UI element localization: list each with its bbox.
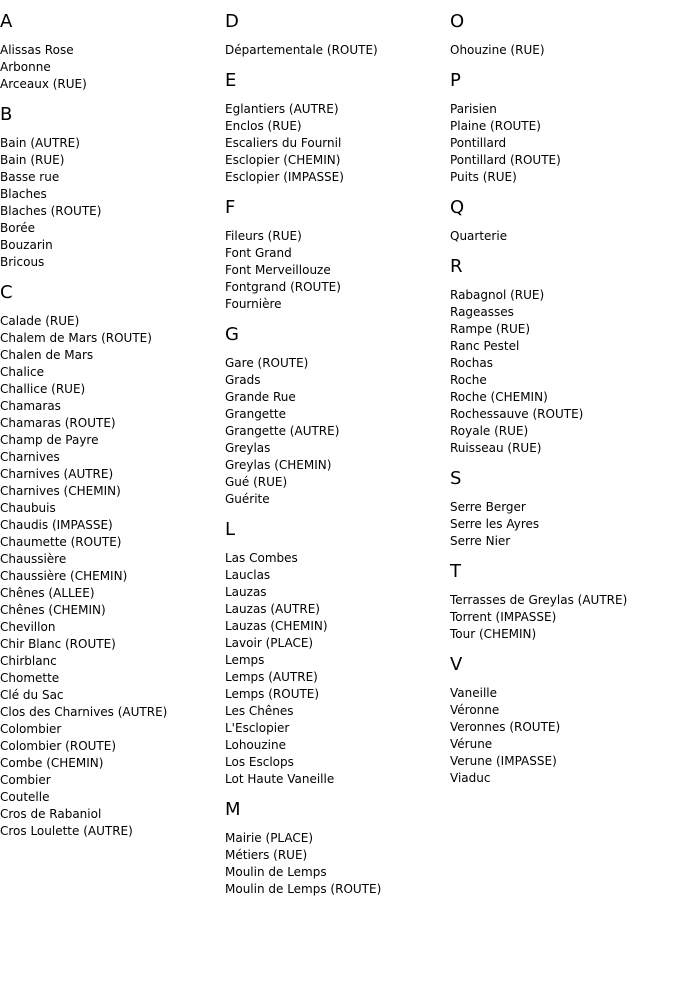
- street-link[interactable]: Basse rue: [0, 170, 60, 184]
- street-link[interactable]: Greylas (CHEMIN): [225, 458, 332, 472]
- letter-section-t: [450, 560, 675, 643]
- street-link[interactable]: Pontillard: [450, 136, 507, 150]
- letter-section-m: [225, 798, 450, 898]
- street-link[interactable]: Lemps: [225, 653, 265, 667]
- street-link[interactable]: Colombier (ROUTE): [0, 739, 117, 753]
- street-link[interactable]: L'Esclopier: [225, 721, 290, 735]
- street-list: [450, 101, 675, 186]
- street-link[interactable]: Blaches: [0, 187, 47, 201]
- street-link[interactable]: Fileurs (RUE): [225, 229, 302, 243]
- street-link[interactable]: Chaussière: [0, 552, 67, 566]
- street-link[interactable]: Terrasses de Greylas (AUTRE): [450, 593, 628, 607]
- street-link[interactable]: Ranc Pestel: [450, 339, 520, 353]
- street-link[interactable]: Moulin de Lemps (ROUTE): [225, 882, 382, 896]
- section-letter-heading: T: [450, 561, 461, 582]
- street-list: [225, 101, 450, 186]
- street-link[interactable]: Coutelle: [0, 790, 50, 804]
- street-link[interactable]: Veronnes (ROUTE): [450, 720, 561, 734]
- street-link[interactable]: Charnives (AUTRE): [0, 467, 114, 481]
- street-link[interactable]: Arbonne: [0, 60, 51, 74]
- street-link[interactable]: Chamaras: [0, 399, 61, 413]
- street-link[interactable]: Plaine (ROUTE): [450, 119, 541, 133]
- section-letter-heading: D: [225, 11, 239, 32]
- street-link[interactable]: Grangette: [225, 407, 286, 421]
- street-list: [450, 499, 675, 550]
- street-link[interactable]: Torrent (IMPASSE): [450, 610, 557, 624]
- street-link[interactable]: Colombier: [0, 722, 62, 736]
- street-link[interactable]: Chomette: [0, 671, 60, 685]
- street-link[interactable]: Combier: [0, 773, 51, 787]
- street-link[interactable]: Gare (ROUTE): [225, 356, 309, 370]
- street-link[interactable]: Rampe (RUE): [450, 322, 530, 336]
- street-list: [0, 135, 225, 271]
- letter-section-c: [0, 281, 225, 840]
- street-link[interactable]: Fontgrand (ROUTE): [225, 280, 341, 294]
- section-letter-heading: A: [0, 11, 13, 32]
- street-link[interactable]: Lemps (ROUTE): [225, 687, 320, 701]
- street-link[interactable]: Calade (RUE): [0, 314, 80, 328]
- street-link[interactable]: Mairie (PLACE): [225, 831, 314, 845]
- street-link[interactable]: Alissas Rose: [0, 43, 74, 57]
- street-link[interactable]: Chaussière (CHEMIN): [0, 569, 128, 583]
- street-link[interactable]: Eglantiers (AUTRE): [225, 102, 339, 116]
- street-link[interactable]: Rabagnol (RUE): [450, 288, 545, 302]
- letter-section-d: [225, 10, 450, 59]
- street-link[interactable]: Grangette (AUTRE): [225, 424, 340, 438]
- street-link[interactable]: Ruisseau (RUE): [450, 441, 542, 455]
- street-link[interactable]: Bricous: [0, 255, 45, 269]
- street-link[interactable]: Royale (RUE): [450, 424, 529, 438]
- street-link[interactable]: Chalice: [0, 365, 44, 379]
- street-link[interactable]: Clé du Sac: [0, 688, 64, 702]
- directory-column: [450, 10, 675, 797]
- street-list: [0, 313, 225, 840]
- street-link[interactable]: Charnives (CHEMIN): [0, 484, 121, 498]
- street-link[interactable]: Rochessauve (ROUTE): [450, 407, 584, 421]
- street-link[interactable]: Esclopier (IMPASSE): [225, 170, 344, 184]
- street-link[interactable]: Lauzas (CHEMIN): [225, 619, 328, 633]
- letter-section-r: [450, 255, 675, 457]
- street-link[interactable]: Puits (RUE): [450, 170, 517, 184]
- street-link[interactable]: Viaduc: [450, 771, 491, 785]
- street-link[interactable]: Pontillard (ROUTE): [450, 153, 561, 167]
- street-link[interactable]: Guérite: [225, 492, 270, 506]
- street-link[interactable]: Challice (RUE): [0, 382, 86, 396]
- street-link[interactable]: Parisien: [450, 102, 497, 116]
- street-link[interactable]: Bain (AUTRE): [0, 136, 80, 150]
- street-list: [450, 685, 675, 787]
- street-link[interactable]: Les Chênes: [225, 704, 294, 718]
- street-link[interactable]: Serre les Ayres: [450, 517, 540, 531]
- section-letter-heading: E: [225, 70, 237, 91]
- street-list: [450, 592, 675, 643]
- street-link[interactable]: Bain (RUE): [0, 153, 65, 167]
- street-link[interactable]: Roche (CHEMIN): [450, 390, 548, 404]
- street-list: [225, 228, 450, 313]
- street-link[interactable]: Fournière: [225, 297, 282, 311]
- street-link[interactable]: Chir Blanc (ROUTE): [0, 637, 116, 651]
- street-link[interactable]: Lauzas (AUTRE): [225, 602, 320, 616]
- street-link[interactable]: Chamaras (ROUTE): [0, 416, 116, 430]
- street-link[interactable]: Ohouzine (RUE): [450, 43, 545, 57]
- section-letter-heading: M: [225, 799, 241, 820]
- street-link[interactable]: Chaudis (IMPASSE): [0, 518, 113, 532]
- street-link[interactable]: Vaneille: [450, 686, 498, 700]
- letter-section-a: [0, 10, 225, 93]
- letter-section-o: [450, 10, 675, 59]
- section-letter-heading: S: [450, 468, 462, 489]
- section-letter-heading: R: [450, 256, 463, 277]
- street-link[interactable]: Las Combes: [225, 551, 298, 565]
- street-link[interactable]: Vérune: [450, 737, 493, 751]
- street-link[interactable]: Moulin de Lemps: [225, 865, 327, 879]
- letter-section-b: [0, 103, 225, 271]
- street-link[interactable]: Combe (CHEMIN): [0, 756, 104, 770]
- street-link[interactable]: Chênes (ALLEE): [0, 586, 95, 600]
- street-link[interactable]: Lavoir (PLACE): [225, 636, 314, 650]
- street-link[interactable]: Font Grand: [225, 246, 292, 260]
- letter-section-e: [225, 69, 450, 186]
- street-list: [225, 355, 450, 508]
- street-link[interactable]: Greylas: [225, 441, 271, 455]
- street-link[interactable]: Lemps (AUTRE): [225, 670, 318, 684]
- section-letter-heading: L: [225, 519, 236, 540]
- street-link[interactable]: Lot Haute Vaneille: [225, 772, 335, 786]
- street-link[interactable]: Clos des Charnives (AUTRE): [0, 705, 168, 719]
- letter-section-l: [225, 518, 450, 788]
- street-link[interactable]: Chevillon: [0, 620, 56, 634]
- letter-section-f: [225, 196, 450, 313]
- street-link[interactable]: Lohouzine: [225, 738, 286, 752]
- street-link[interactable]: Serre Nier: [450, 534, 511, 548]
- street-list: [0, 42, 225, 93]
- section-letter-heading: Q: [450, 197, 465, 218]
- street-link[interactable]: Lauzas: [225, 585, 267, 599]
- street-link[interactable]: Grads: [225, 373, 261, 387]
- letter-section-g: [225, 323, 450, 508]
- section-letter-heading: C: [0, 282, 13, 303]
- street-link[interactable]: Chênes (CHEMIN): [0, 603, 106, 617]
- section-letter-heading: V: [450, 654, 463, 675]
- street-link[interactable]: Rochas: [450, 356, 493, 370]
- street-link[interactable]: Blaches (ROUTE): [0, 204, 102, 218]
- street-link[interactable]: Cros Loulette (AUTRE): [0, 824, 133, 838]
- street-link[interactable]: Chalen de Mars: [0, 348, 94, 362]
- street-link[interactable]: Champ de Payre: [0, 433, 99, 447]
- street-link[interactable]: Cros de Rabaniol: [0, 807, 102, 821]
- street-list: [225, 42, 450, 59]
- street-link[interactable]: Bouzarin: [0, 238, 53, 252]
- street-link[interactable]: Serre Berger: [450, 500, 526, 514]
- section-letter-heading: O: [450, 11, 465, 32]
- street-link[interactable]: Véronne: [450, 703, 500, 717]
- street-link[interactable]: Grande Rue: [225, 390, 296, 404]
- section-letter-heading: F: [225, 197, 236, 218]
- street-link[interactable]: Chalem de Mars (ROUTE): [0, 331, 152, 345]
- directory-column: [0, 10, 225, 850]
- street-link[interactable]: Charnives: [0, 450, 60, 464]
- letter-section-v: [450, 653, 675, 787]
- section-letter-heading: P: [450, 70, 461, 91]
- street-link[interactable]: Roche: [450, 373, 487, 387]
- directory-column: [225, 10, 450, 908]
- letter-section-s: [450, 467, 675, 550]
- street-link[interactable]: Los Esclops: [225, 755, 294, 769]
- street-link[interactable]: Chaumette (ROUTE): [0, 535, 122, 549]
- street-link[interactable]: Quarterie: [450, 229, 508, 243]
- street-link[interactable]: Escaliers du Fournil: [225, 136, 342, 150]
- street-link[interactable]: Gué (RUE): [225, 475, 288, 489]
- street-link[interactable]: Lauclas: [225, 568, 271, 582]
- street-link[interactable]: Métiers (RUE): [225, 848, 308, 862]
- street-list: [450, 228, 675, 245]
- street-link[interactable]: Enclos (RUE): [225, 119, 302, 133]
- street-list: [225, 550, 450, 788]
- street-link[interactable]: Tour (CHEMIN): [450, 627, 537, 641]
- section-letter-heading: B: [0, 104, 13, 125]
- street-link[interactable]: Borée: [0, 221, 36, 235]
- street-link[interactable]: Chirblanc: [0, 654, 57, 668]
- street-link[interactable]: Chaubuis: [0, 501, 56, 515]
- street-link[interactable]: Rageasses: [450, 305, 514, 319]
- section-letter-heading: G: [225, 324, 239, 345]
- street-link[interactable]: Font Merveillouze: [225, 263, 331, 277]
- street-list: [225, 830, 450, 898]
- street-list: [450, 287, 675, 457]
- street-link[interactable]: Esclopier (CHEMIN): [225, 153, 341, 167]
- street-link[interactable]: Départementale (ROUTE): [225, 43, 378, 57]
- street-link[interactable]: Arceaux (RUE): [0, 77, 87, 91]
- street-link[interactable]: Verune (IMPASSE): [450, 754, 557, 768]
- letter-section-q: [450, 196, 675, 245]
- street-list: [450, 42, 675, 59]
- letter-section-p: [450, 69, 675, 186]
